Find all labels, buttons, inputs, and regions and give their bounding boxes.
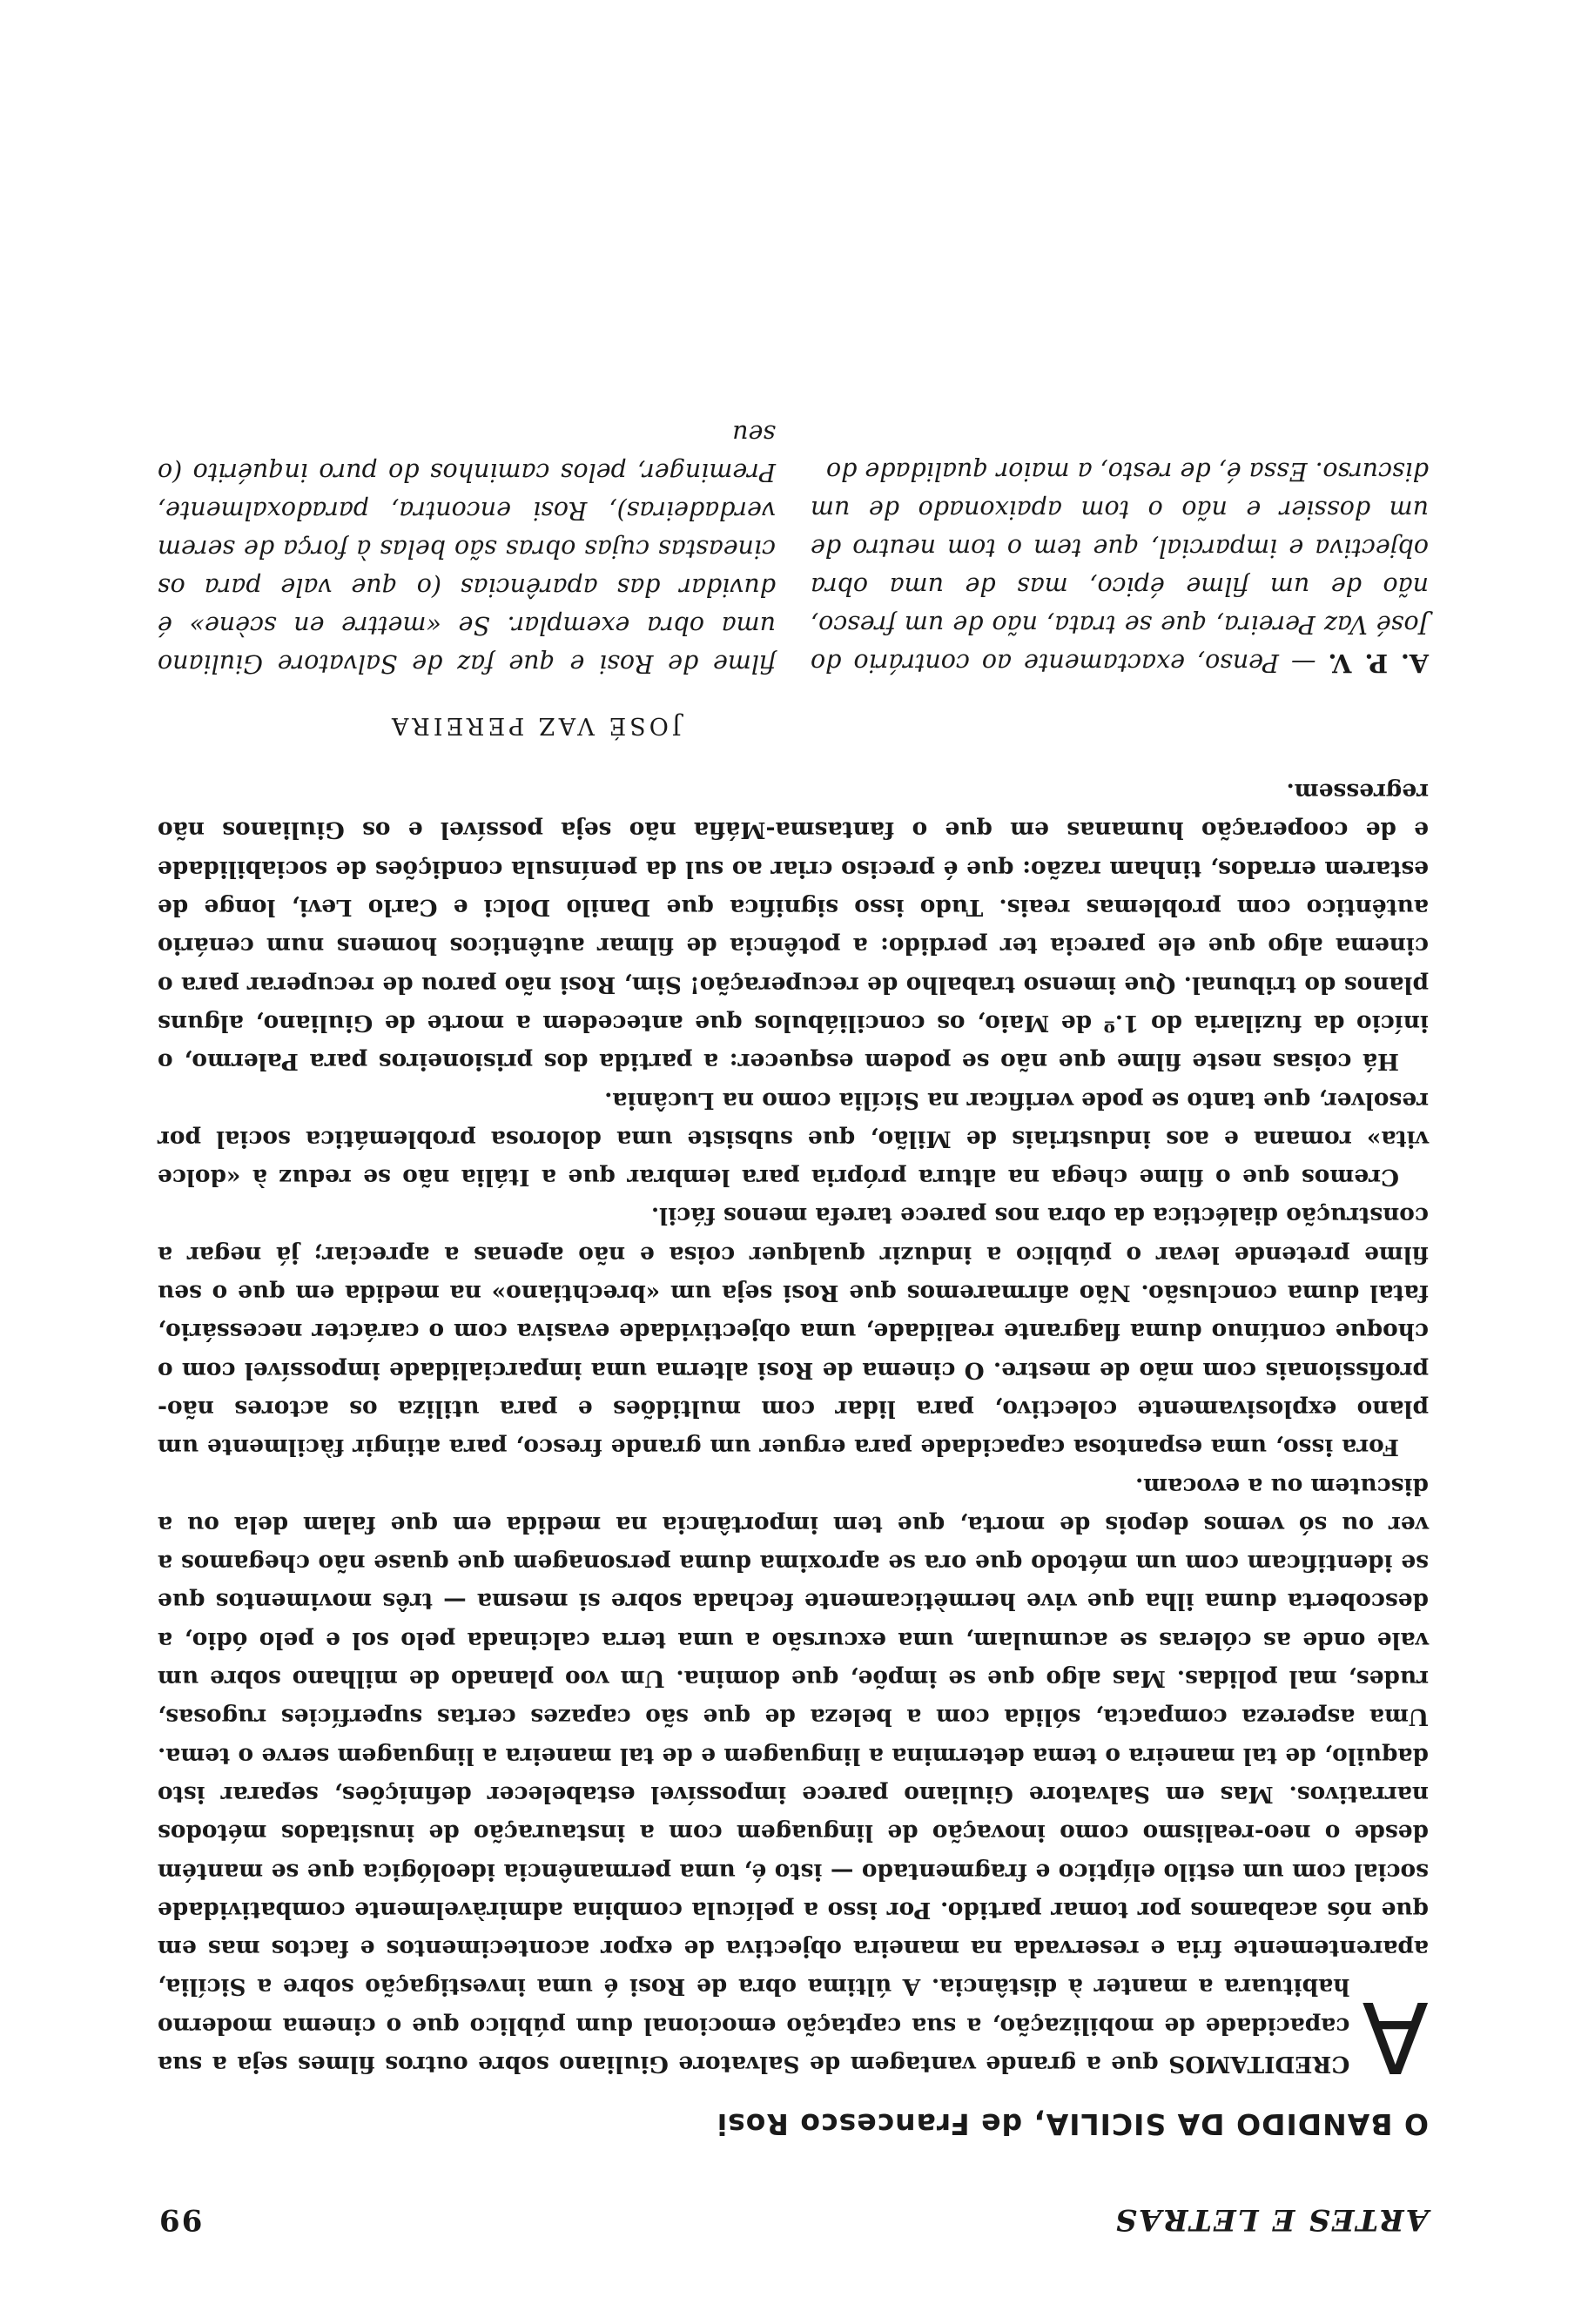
page-content bbox=[158, 414, 1429, 2237]
right-column-text: filme de Rosi e que faz de Salvatore Giuliano uma obra exemplar. Se «mettre en scène» é duvidar das aparências (o que vale para os cineastas cujas obras são belas à força de serem verdadeiras), Rosi encontra, paradoxalmente, Preminger, pelos caminhos do puro inquérito (o seu bbox=[158, 419, 776, 678]
paragraph bbox=[158, 1466, 1429, 2092]
left-column-text: — Penso, exactamente ao contrário do José Vaz Pereira, que se trata, não de um fresco, não de um filme épico, mas de uma obra objectiva e imparcial, que tem o tom neutro de um dossier e não o tom apaixonado de um discurso. Essa é, de resto, a maior qualidade do bbox=[811, 456, 1429, 677]
paragraph: Há coisas neste filme que não se podem esquecer: a partida dos prisioneiros para Palermo, o início da fuzilaria do 1.º de Maio, os conciliábulos que antecedem a morte de Giuliano, alguns planos do tribunal. Que imenso trabalho de recuperação! Sim, Rosi não parou de recuperar para o cinema algo que ele parecia ter perdido: a potência de filmar autênticos homens num cenário autêntico com problemas reais. Tudo isso significa que Danilo Dolci e Carlo Levi, longe de estarem errados, tinham razão: que é preciso criar ao sul da península condições de sociabilidade e de cooperação humanas em que o fantasma-Máfia não seja possível e os Giulianos não regressem. bbox=[158, 778, 1429, 1076]
paragraph-text: CREDITAMOS que a grande vantagem de Salvatore Giuliano sobre outros filmes seja a sua capacidade de mobilização, a sua captação emocional dum público que o cinema moderno habituara a manter à distância. A última obra de Rosi é uma investigação sobre a Sicília, aparentemente fria e reservada na maneira objectiva de expor acontecimentos e factos mas em que nós acabamos por tomar partido. Por isso a película combina admiràvelmente combatividade social com um estilo elíptico e fragmentado — isto é, uma permanência ideológica que se mantém desde o neo-realismo como inovação de linguagem com a instauração de inusitados métodos narrativos. Mas em Salvatore Giuliano parece impossível estabelecer definições, separar isto daquilo, de tal maneira o tema determina a linguagem e de tal maneira a linguagem serve o tema. Uma aspereza compacta, sólida com a beleza de que são capazes certas superfícies rugosas, rudes, mal polidas. Mas algo que se impõe, que domina. Um voo planado de milhano sobre um vale onde as cóleras se acumulam, uma excursão a uma terra calcinada pelo sol e pelo ódio, a descoberta duma ilha que vive hermèticamente fechada sobre si mesma — três movimentos que se identificam com um método que ora se aproxima duma personagem que quase não chegamos a ver ou só vemos depois de morta, que tem importância na medida em que falam dela ou a discutem ou a evocam. bbox=[158, 1472, 1429, 2078]
article-body bbox=[158, 772, 1429, 2092]
author-signature: JOSÉ VAZ PEREIRA bbox=[388, 711, 682, 739]
article-title: O BANDIDO DA SICILIA, de Francesco Rosi bbox=[716, 2107, 1429, 2141]
running-header bbox=[158, 2185, 1429, 2237]
magazine-title: ARTES E LETRAS bbox=[1114, 2202, 1429, 2237]
drop-cap: A bbox=[1362, 1979, 1429, 2092]
right-column bbox=[158, 414, 776, 682]
page-number: 99 bbox=[158, 2202, 203, 2237]
left-column bbox=[811, 414, 1429, 682]
interview-columns bbox=[158, 414, 1429, 682]
paragraph: Cremos que o filme chega na altura própria para lembrar que a Itália não se reduz à «dolce vita» romana e aos industriais de Milão, que subsiste uma dolorosa problemática social por resolver, que tanto se pode verificar na Sicília como na Lucânia. bbox=[158, 1086, 1429, 1192]
speaker-initials: A. P. V. bbox=[1328, 648, 1429, 678]
paragraph: Fora isso, uma espantosa capacidade para erguer um grande fresco, para atingir fàcilmente um plano explosivamente colectivo, para lidar com multidões e para utiliza os actores não-profissionais com mão de mestre. O cinema de Rosi alterna uma imparcialidade impossível com o choque contínuo duma flagrante realidade, uma objectividade evasiva com o carácter necessário, fatal duma conclusão. Não afirmaremos que Rosi seja um «brechtiano» na medida em que o seu filme pretende levar o público a induzir qualquer coisa e não apenas a apreciar; já negar a construção dialéctica da obra nos parece tarefa menos fácil. bbox=[158, 1202, 1429, 1461]
